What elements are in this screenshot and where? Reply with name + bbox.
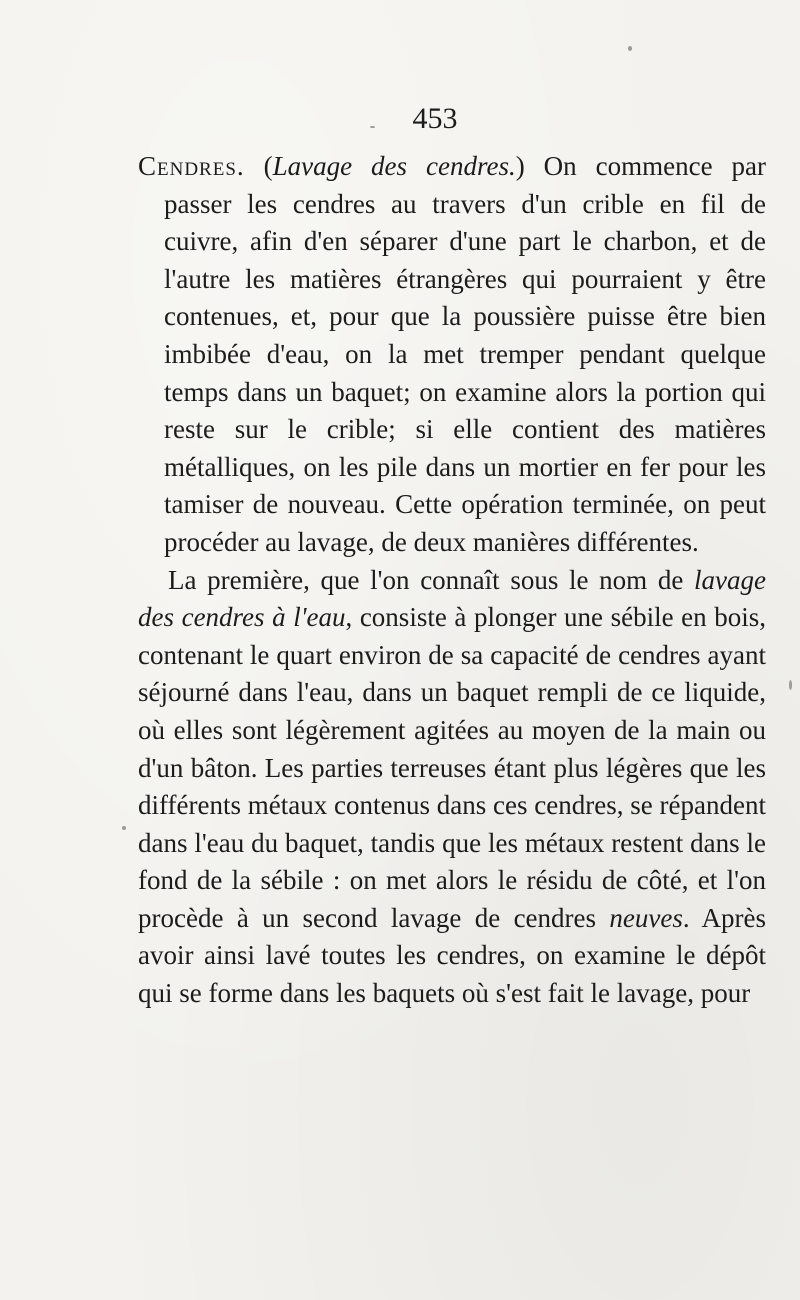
paragraph-text-b: , consiste à plonger une sébile en bois, contenant le quart environ de sa capacité de cendres ayant séjourné dans l'eau, dans un baquet rempli de ce liquide, où elles sont légèrement agitées au moyen de la main ou d'un bâton. Les parties terreuses étant plus légères que les différents métaux contenus dans ces cendres, se répandent dans l'eau du baquet, tandis que les métaux restent dans le fond de la sébile : on met alors le résidu de côté, et l'on procède à un second lavage de cendres bbox=[138, 602, 766, 933]
entry-term: Cendres. bbox=[138, 151, 245, 181]
paper-speck bbox=[789, 680, 792, 690]
paren-close: ) bbox=[515, 151, 525, 181]
italic-term-neuves: neuves bbox=[609, 902, 683, 933]
italic-term-lavage: lavage des cendres à l'eau bbox=[138, 564, 766, 633]
paragraph-text-c: . Après avoir ainsi lavé toutes les cendres, on examine le dépôt qui se forme dans les baquets où s'est fait le lavage, pour bbox=[138, 902, 766, 1009]
paper-speck bbox=[370, 126, 375, 128]
paragraph-premiere bbox=[138, 562, 766, 1013]
paragraph-cendres bbox=[138, 148, 766, 562]
body-text bbox=[138, 148, 766, 1013]
page-number: 453 bbox=[412, 102, 458, 135]
paragraph-text-a: La première, que l'on connaît sous le nom de bbox=[168, 564, 695, 595]
paper-speck bbox=[628, 46, 632, 51]
entry-subheading: Lavage des cendres. bbox=[272, 151, 516, 181]
paragraph-text: On commence par passer les cendres au travers d'un crible en fil de cuivre, afin d'en séparer d'une part le charbon, et de l'autre les matières étrangères qui pourraient y être contenues, et, pour que la poussière puisse être bien imbibée d'eau, on la met tremper pendant quelque temps dans un baquet; on examine alors la portion qui reste sur le crible; si elle contient des matières métalliques, on les pile dans un mortier en fer pour les tamiser de nouveau. Cette opération terminée, on peut procéder au lavage, de deux manières différentes. bbox=[164, 151, 766, 557]
paper-speck bbox=[122, 826, 126, 830]
paren-open: ( bbox=[244, 151, 273, 181]
